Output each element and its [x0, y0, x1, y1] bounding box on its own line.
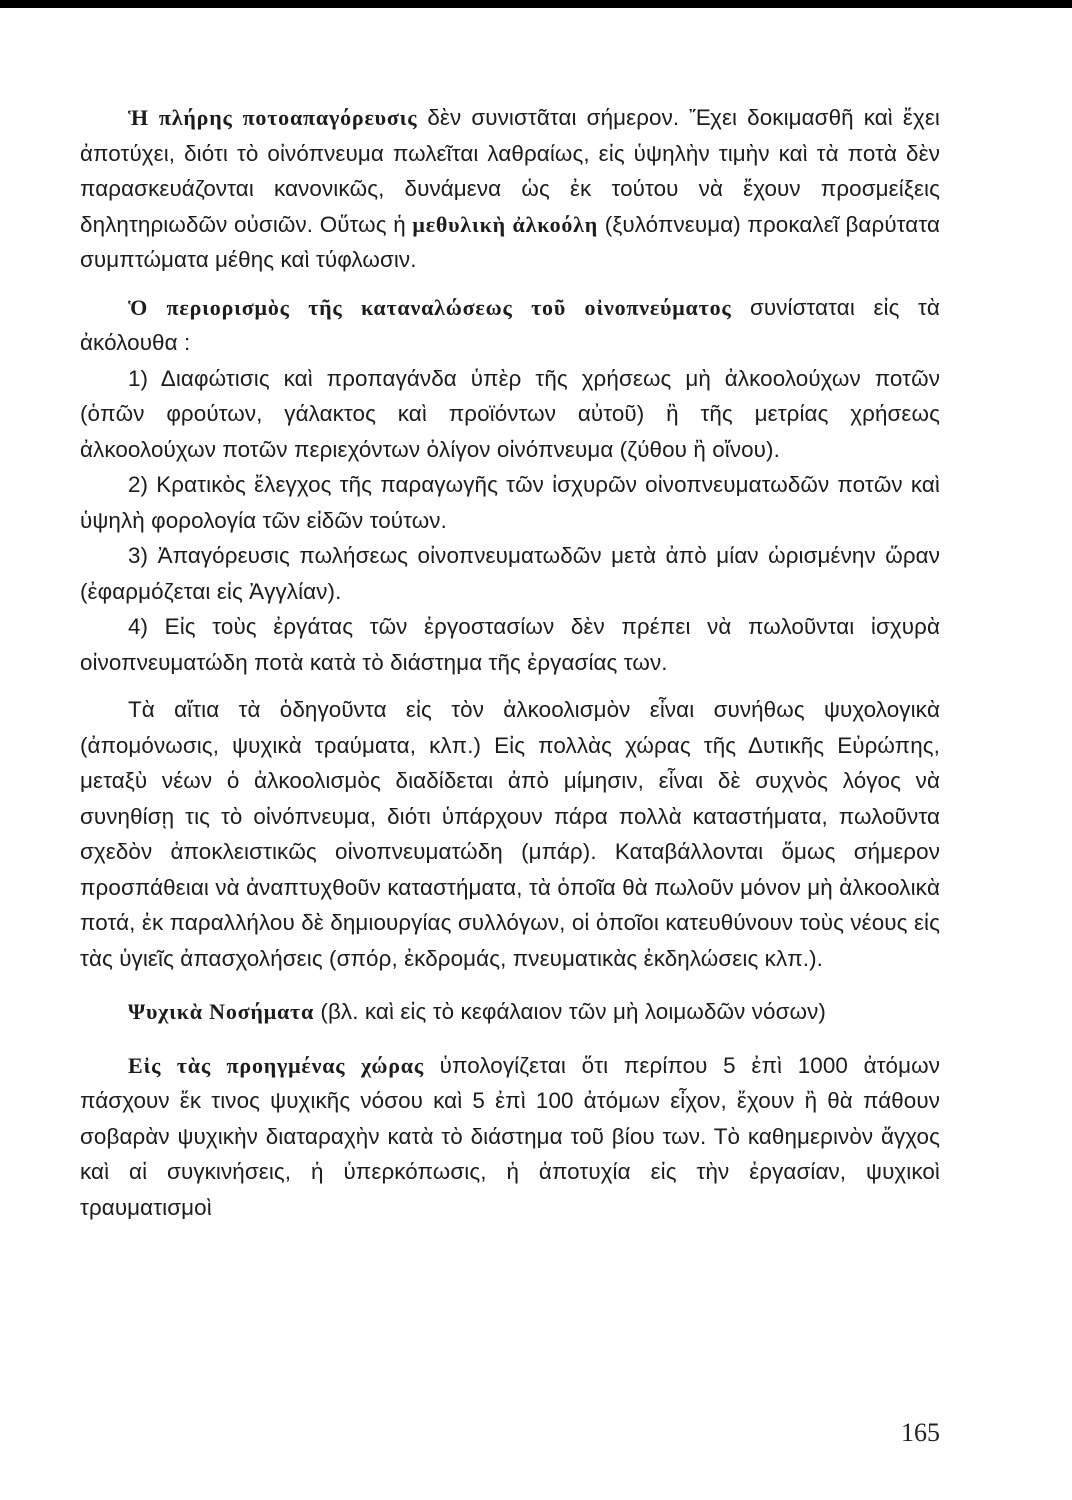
page-body — [80, 100, 940, 1225]
list-item: 3) Ἀπαγόρευσις πωλήσεως οἰνοπνευματωδῶν μετὰ ἀπὸ μίαν ὡρισμένην ὥραν (ἐφαρμόζεται εἰς Ἀγγλίαν). — [80, 543, 940, 604]
scan-top-border — [0, 0, 1072, 8]
paragraph-mental-illness-heading — [80, 994, 940, 1030]
list-item: 1) Διαφώτισις καὶ προπαγάνδα ὑπὲρ τῆς χρήσεως μὴ ἀλκοολούχων ποτῶν (ὁπῶν φρούτων, γάλακτος καὶ προϊόντων αὐτοῦ) ἢ τῆς μετρίας χρήσεως ἀλκοολούχων ποτῶν περιεχόντων ὀλίγον οἰνόπνευμα (ζύθου ἢ οἴνου). — [80, 365, 940, 462]
paragraph-text: (βλ. καὶ εἰς τὸ κεφάλαιον τῶν μὴ λοιμωδῶν νόσων) — [314, 999, 826, 1024]
bold-term: Ἡ πλήρης ποτοαπαγόρευσις — [128, 105, 418, 130]
bold-term: μεθυλικὴ ἀλκοόλη — [412, 211, 599, 237]
paragraph-restriction — [80, 290, 940, 361]
paragraph-text: ὑπολογίζεται ὅτι περίπου 5 ἐπὶ 1000 ἀτόμων πάσχουν ἔκ τινος ψυχικῆς νόσου καὶ 5 ἐπὶ 100 ἀτόμων εἶχον, ἔχουν ἢ θὰ πάθουν σοβαρὰν ψυχικὴν διαταραχὴν κατὰ τὸ διάστημα τοῦ βίου των. Τὸ καθημερινὸν ἄγχος καὶ αἱ συγκινήσεις, ἡ ὑπερκόπωσις, ἡ ἀποτυχία εἰς τὴν ἐργασίαν, ψυχικοὶ τραυματισμοὶ — [80, 1052, 940, 1220]
page-number: 165 — [901, 1418, 940, 1447]
paragraph-statistics — [80, 1048, 940, 1226]
bold-term: Εἰς τὰς προηγμένας χώρας — [128, 1052, 424, 1078]
paragraph-text: (ξυλόπνευμα) προκαλεῖ βαρύτατα συμπτώματα μέθης καὶ τύφλωσιν. — [80, 211, 941, 272]
paragraph-prohibition — [80, 100, 940, 278]
paragraph-text: συνίσταται εἰς τὰ ἀκόλουθα : — [80, 294, 940, 355]
paragraph-text: δὲν συνιστᾶται σήμερον. Ἔχει δοκιμασθῆ καὶ ἔχει ἀποτύχει, διότι τὸ οἰνόπνευμα πωλεῖται λαθραίως, εἰς ὑψηλὴν τιμὴν καὶ τὰ ποτὰ δὲν παρασκευάζονται κανονικῶς, δυνάμενα ὡς ἐκ τούτου νὰ ἔχουν προσμείξεις δηλητηριωδῶν οὐσιῶν. Οὕτως ἡ — [80, 105, 940, 237]
bold-term: Ὁ περιορισμὸς τῆς καταναλώσεως τοῦ οἰνοπνεύματος — [128, 294, 732, 320]
bold-term: Ψυχικὰ Νοσήματα — [128, 999, 315, 1024]
list-item: 4) Εἰς τοὺς ἐργάτας τῶν ἐργοστασίων δὲν πρέπει νὰ πωλοῦνται ἰσχυρὰ οἰνοπνευματώδη ποτὰ κατὰ τὸ διάστημα τῆς ἐργασίας των. — [80, 614, 940, 675]
list-item: 2) Κρατικὸς ἔλεγχος τῆς παραγωγῆς τῶν ἰσχυρῶν οἰνοπνευματωδῶν ποτῶν καὶ ὑψηλὴ φορολογία τῶν εἰδῶν τούτων. — [80, 472, 940, 533]
paragraph-causes: Τὰ αἴτια τὰ ὁδηγοῦντα εἰς τὸν ἀλκοολισμὸν εἶναι συνήθως ψυχολογικὰ (ἀπομόνωσις, ψυχικὰ τραύματα, κλπ.) Εἰς πολλὰς χώρας τῆς Δυτικῆς Εὐρώπης, μεταξὺ νέων ὁ ἀλκοολισμὸς διαδίδεται ἀπὸ μίμησιν, εἶναι δὲ συχνὸς λόγος νὰ συνηθίσῃ τις τὸ οἰνόπνευμα, διότι ὑπάρχουν πάρα πολλὰ καταστήματα, πωλοῦντα σχεδὸν ἀποκλειστικῶς οἰνοπνευματώδη (μπάρ). Καταβάλλονται ὅμως σήμερον προσπάθειαι νὰ ἀναπτυχθοῦν καταστήματα, τὰ ὁποῖα θὰ πωλοῦν μόνον μὴ ἀλκοολικὰ ποτά, ἐκ παραλλήλου δὲ δημιουργίας συλλόγων, οἱ ὁποῖοι κατευθύνουν τοὺς νέους εἰς τὰς ὑγιεῖς ἀπασχολήσεις (σπόρ, ἐκδρομάς, πνευματικὰς ἐκδηλώσεις κλπ.). — [80, 697, 940, 971]
